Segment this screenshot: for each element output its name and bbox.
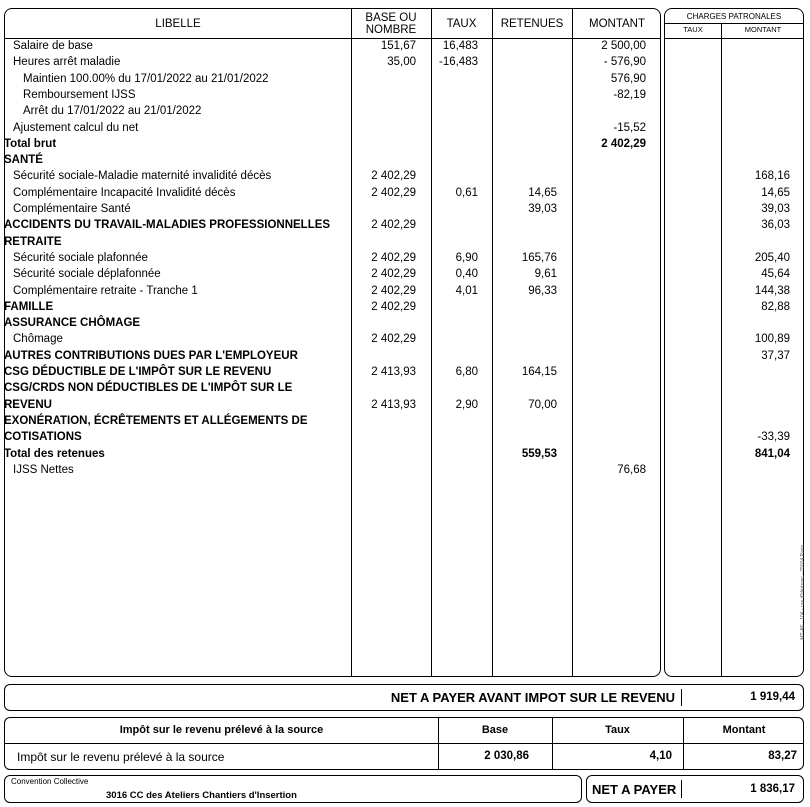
impot-source-table	[4, 717, 804, 770]
row-charges-montant: 100,89	[754, 333, 790, 346]
row-libelle: Remboursement IJSS	[23, 88, 136, 101]
row-charges-montant: 36,03	[761, 219, 790, 232]
table-row	[0, 250, 800, 266]
row-libelle: CSG DÉDUCTIBLE DE L'IMPÔT SUR LE REVENU	[4, 366, 272, 378]
row-base: 2 402,29	[371, 268, 416, 281]
row-retenue: 39,03	[528, 203, 557, 215]
row-charges-montant: 45,64	[761, 268, 790, 281]
impot-header-base: Base	[481, 724, 509, 736]
net-a-payer-value: 1 836,17	[750, 783, 795, 795]
row-libelle: ASSURANCE CHÔMAGE	[4, 317, 141, 330]
row-retenue: 96,33	[528, 284, 557, 297]
header-taux: TAUX	[446, 17, 477, 30]
row-libelle: Maintien 100.00% du 17/01/2022 au 21/01/2022	[23, 72, 269, 85]
table-row	[0, 315, 800, 331]
table-row	[0, 185, 800, 201]
row-taux: 6,80	[455, 366, 478, 378]
table-row	[0, 283, 800, 299]
row-libelle: SANTÉ	[4, 154, 43, 167]
row-base: 35,00	[387, 56, 416, 69]
row-libelle: Complémentaire Incapacité Invalidité décès	[13, 186, 236, 199]
row-libelle: Salaire de base	[13, 40, 93, 52]
row-base: 2 413,93	[371, 366, 416, 378]
table-row	[0, 54, 800, 70]
row-montant: 576,90	[610, 72, 646, 85]
row-retenue: 70,00	[528, 398, 557, 411]
convention-collective-title: Convention Collective	[11, 777, 89, 786]
header-retenues: RETENUES	[500, 17, 564, 30]
row-taux: -16,483	[438, 56, 478, 69]
charges-title-separator	[665, 23, 803, 24]
row-libelle: FAMILLE	[4, 300, 54, 313]
convention-collective-value: 3016 CC des Ateliers Chantiers d'Insertion	[106, 790, 297, 801]
row-taux: 4,01	[455, 284, 478, 297]
row-charges-montant: 82,88	[761, 300, 790, 313]
row-taux: 6,90	[455, 251, 478, 264]
row-charges-montant: 144,38	[754, 284, 790, 297]
row-charges-montant: 14,65	[761, 186, 790, 199]
table-row	[0, 234, 800, 250]
table-row	[0, 446, 800, 462]
row-libelle: CSG/CRDS NON DÉDUCTIBLES DE L'IMPÔT SUR LE	[4, 382, 293, 395]
table-row	[0, 429, 800, 445]
row-taux: 2,90	[455, 398, 478, 411]
table-row	[0, 38, 800, 54]
row-base: 2 402,29	[371, 219, 416, 232]
table-row	[0, 364, 800, 380]
row-libelle: Ajustement calcul du net	[13, 121, 139, 134]
row-libelle: Chômage	[13, 333, 63, 346]
margin-note	[800, 545, 809, 655]
row-charges-montant: 205,40	[754, 251, 790, 264]
table-row	[0, 71, 800, 87]
header-libelle: LIBELLE	[155, 17, 201, 30]
row-base: 2 402,29	[371, 333, 416, 346]
impot-label: Impôt sur le revenu prélevé à la source	[17, 750, 225, 764]
row-base: 2 402,29	[371, 284, 416, 297]
row-base: 151,67	[380, 40, 416, 52]
row-libelle: REVENU	[4, 398, 52, 411]
row-retenue: 164,15	[521, 366, 557, 378]
convention-collective-box	[4, 775, 582, 803]
row-montant: 2 500,00	[601, 40, 646, 52]
row-libelle: Complémentaire retraite - Tranche 1	[13, 284, 198, 297]
table-row	[0, 217, 800, 233]
row-libelle: COTISATIONS	[4, 431, 82, 444]
net-avant-impot-divider	[681, 689, 682, 706]
row-charges-montant: 168,16	[754, 170, 790, 183]
row-taux: 0,40	[455, 268, 478, 281]
charges-patronales-title: CHARGES PATRONALES	[686, 12, 782, 21]
header-montant: MONTANT	[588, 17, 645, 30]
table-row	[0, 462, 800, 478]
row-montant: 2 402,29	[601, 137, 646, 150]
table-row	[0, 103, 800, 119]
row-taux: 16,483	[442, 40, 478, 52]
row-libelle: Total des retenues	[4, 447, 105, 460]
row-libelle: EXONÉRATION, ÉCRÊTEMENTS ET ALLÉGEMENTS DE	[4, 414, 308, 427]
net-avant-impot-box	[4, 684, 804, 711]
table-row	[0, 120, 800, 136]
header-base-line1: BASE OU	[365, 11, 417, 24]
net-a-payer-label: NET A PAYER	[592, 782, 677, 797]
row-libelle: Heures arrêt maladie	[13, 56, 121, 69]
row-libelle: Total brut	[4, 137, 57, 150]
net-avant-impot-label: NET A PAYER AVANT IMPOT SUR LE REVENU	[390, 690, 675, 705]
row-base: 2 402,29	[371, 251, 416, 264]
row-libelle: Sécurité sociale plafonnée	[13, 251, 148, 264]
net-a-payer-box	[586, 775, 804, 803]
row-taux: 0,61	[455, 186, 478, 199]
row-retenue: 559,53	[521, 447, 557, 460]
table-row	[0, 266, 800, 282]
table-row	[0, 348, 800, 364]
row-libelle: IJSS Nettes	[13, 463, 74, 476]
table-row	[0, 397, 800, 413]
row-retenue: 165,76	[521, 251, 557, 264]
row-charges-montant: 37,37	[761, 349, 790, 362]
table-row	[0, 152, 800, 168]
impot-header-taux: Taux	[605, 724, 630, 736]
row-libelle: AUTRES CONTRIBUTIONS DUES PAR L'EMPLOYEUR	[4, 349, 298, 362]
table-row	[0, 201, 800, 217]
row-montant: - 576,90	[603, 56, 646, 69]
row-libelle: Sécurité sociale déplafonnée	[13, 268, 161, 281]
row-libelle: Sécurité sociale-Maladie maternité invalidité décès	[13, 170, 272, 183]
impot-header-separator	[5, 743, 803, 744]
impot-header-montant: Montant	[722, 724, 766, 736]
header-base	[351, 9, 431, 38]
charges-header-taux: TAUX	[683, 25, 703, 34]
header-base-line2: NOMBRE	[365, 23, 417, 36]
impot-base: 2 030,86	[484, 750, 529, 762]
table-row	[0, 380, 800, 396]
row-base: 2 413,93	[371, 398, 416, 411]
table-row	[0, 136, 800, 152]
row-libelle: ACCIDENTS DU TRAVAIL-MALADIES PROFESSIONNELLES	[4, 219, 331, 232]
row-retenue: 9,61	[534, 268, 557, 281]
row-base: 2 402,29	[371, 186, 416, 199]
row-retenue: 14,65	[528, 186, 557, 199]
row-charges-montant: 39,03	[761, 203, 790, 215]
table-row	[0, 87, 800, 103]
net-a-payer-divider	[681, 780, 682, 798]
row-charges-montant: 841,04	[754, 447, 790, 460]
row-libelle: Arrêt du 17/01/2022 au 21/01/2022	[23, 105, 202, 118]
impot-header-label: Impôt sur le revenu prélevé à la source	[119, 724, 324, 736]
table-row	[0, 331, 800, 347]
row-libelle: Complémentaire Santé	[13, 203, 131, 215]
table-row	[0, 168, 800, 184]
row-base: 2 402,29	[371, 300, 416, 313]
table-row	[0, 299, 800, 315]
net-avant-impot-value: 1 919,44	[750, 691, 795, 703]
row-libelle: RETRAITE	[4, 235, 62, 248]
row-montant: 76,68	[617, 463, 646, 476]
impot-montant: 83,27	[768, 750, 797, 762]
charges-header-montant: MONTANT	[744, 25, 782, 34]
table-row	[0, 413, 800, 429]
margin-note-text: MT-AE - 104 - rue d'Hérbosc - 75014 Paris	[800, 545, 806, 640]
row-montant: -15,52	[613, 121, 646, 134]
row-montant: -82,19	[613, 88, 646, 101]
impot-taux: 4,10	[649, 750, 672, 762]
row-charges-montant: -33,39	[757, 431, 790, 444]
row-base: 2 402,29	[371, 170, 416, 183]
